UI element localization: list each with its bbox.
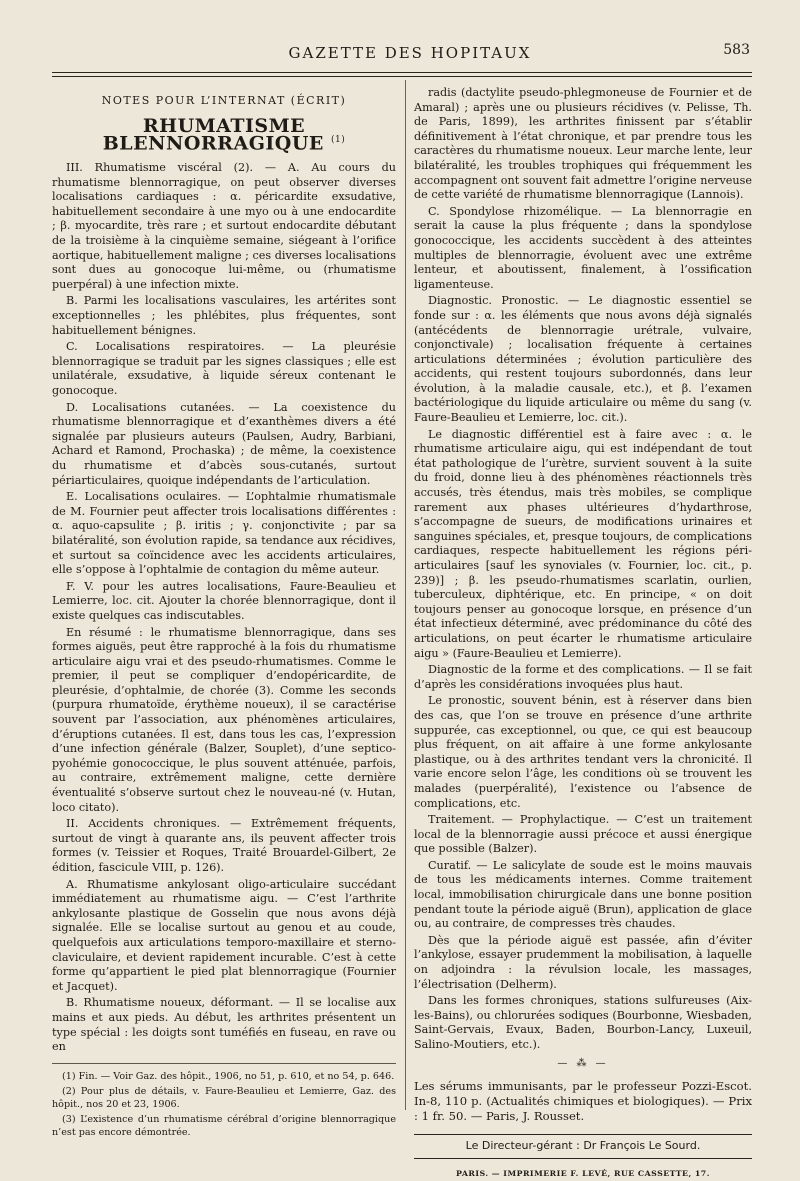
paragraph: Le diagnostic différentiel est à faire avec : α. le rhumatisme articulaire aigu, qui est indépendant de tout état pathologique de l’urètre, survient souvent à la suite du froid, donne lieu à des phénomènes réactionnels très accusés, très étendus, mais très mobiles, se complique rarement aux phases ultérieures d’hydarthrose, s’accompagne de sueurs, de modifications urinaires et sanguines spéciales, et, presque toujours, de complications cardiaques, respecte habituellement les régions péri-articulaires [sauf les synoviales (v. Fournier, loc. cit., p. 239)] ; β. les pseudo-rhumatismes scarlatin, ourlien, tuberculeux, diphtérique, etc. En principe, « on doit toujours penser au gonocoque lorsque, en présence d’un état infectieux déterminé, avec prédominance du côté des articulations, on peut écarter le rhumatisme articulaire aigu » (Faure-Beaulieu et Lemierre). — [414, 427, 752, 660]
right-column — [414, 86, 752, 1181]
page-number: 583 — [723, 42, 750, 58]
footnote: (3) L’existence d’un rhumatisme cérébral d’origine blennorragique n’est pas encore démontrée. — [52, 1113, 396, 1138]
column-separator — [405, 80, 406, 1110]
paragraph: E. Localisations oculaires. — L’ophtalmie rhumatismale de M. Fournier peut affecter trois localisations différentes : α. aquo-capsulite ; β. iritis ; γ. conjonctivite ; par sa bilatéralité, son évolution rapide, sa tendance aux récidives, et surtout sa coïncidence avec les accidents articulaires, elle s’oppose à l’ophtalmie de contagion du même auteur. — [52, 490, 396, 577]
article-title-text: RHUMATISME BLENNORRAGIQUE — [102, 114, 324, 155]
paragraph: Traitement. — Prophylactique. — C’est un traitement local de la blennorragie aussi précoce et aussi énergique que possible (Balzer). — [414, 813, 752, 856]
director-line: Le Directeur-gérant : Dr François Le Sourd. — [414, 1134, 752, 1159]
paragraph: C. Spondylose rhizomélique. — La blennorragie en serait la cause la plus fréquente ; dans la spondylose gonococcique, les accidents succèdent à des atteintes multiples de blennorragie, évoluent avec une extrême lenteur, et aboutissent, finalement, à l’ossification ligamenteuse. — [414, 204, 752, 291]
header-rule — [52, 72, 752, 73]
journal-title: GAZETTE DES HOPITAUX — [288, 44, 532, 62]
book-review: Les sérums immunisants, par le professeur Pozzi-Escot. In-8, 110 p. (Actualités chimiques et biologiques). — Prix : 1 fr. 50. — Paris, J. Rousset. — [414, 1079, 752, 1124]
paragraph: Dès que la période aiguë est passée, afin d’éviter l’ankylose, essayer prudemment la mobilisation, à laquelle on adjoindra : la révulsion locale, les massages, l’électrisation (Delherm). — [414, 933, 752, 991]
paragraph: radis (dactylite pseudo-phlegmoneuse de Fournier et de Amaral) ; après une ou plusieurs récidives (v. Pelisse, Th. de Paris, 1899), les arthrites finissent par s’établir définitivement à l’état chronique, et par prendre tous les caractères du rhumatisme noueux. Leur marche lente, leur bilatéralité, les troubles trophiques qui fréquemment les accompagnent ont souvent fait admettre l’origine nerveuse de cette variété de rhumatisme blennorragique (Lannois). — [414, 86, 752, 202]
paragraph: Curatif. — Le salicylate de soude est le moins mauvais de tous les médicaments internes. Comme traitement local, immobilisation chirurgicale dans une bonne position pendant toute la période aiguë (Brun), application de glace ou, au contraire, de compresses très chaudes. — [414, 858, 752, 931]
section-heading: NOTES POUR L’INTERNAT (ÉCRIT) — [101, 94, 347, 107]
left-column — [52, 86, 396, 1141]
title-footnote-marker: (1) — [331, 135, 346, 146]
paragraph: Diagnostic. Pronostic. — Le diagnostic essentiel se fonde sur : α. les éléments que nous avons déjà signalés (antécédents de blennorragie urétrale, vulvaire, conjonctivale) ; localisation fréquente à certaines articulations déterminées ; évolution particulière des accidents, qui restent toujours subordonnés, dans leur évolution, à la maladie causale, etc.), et β. l’examen bactériologique du liquide articulaire ou même du sang (v. Faure-Beaulieu et Lemierre, loc. cit.). — [414, 294, 752, 425]
paragraph: F. V. pour les autres localisations, Faure-Beaulieu et Lemierre, loc. cit. Ajouter la chorée blennorragique, dont il existe quelques cas indiscutables. — [52, 579, 396, 622]
paragraph: D. Localisations cutanées. — La coexistence du rhumatisme blennorragique et d’exanthèmes divers a été signalée par plusieurs auteurs (Paulsen, Audry, Barbiani, Achard et Ramond, Prochaska) ; de même, la coexistence du rhumatisme et d’abcès sous-cutanés, surtout périarticulaires, quoique indépendants de l’articulation. — [52, 400, 396, 487]
article-title — [52, 114, 396, 155]
paragraph: En résumé : le rhumatisme blennorragique, dans ses formes aiguës, peut être rapproché à la fois du rhumatisme articulaire aigu vrai et des pseudo-rhumatismes. Comme le premier, il peut se compliquer d’endopéricardite, de pleurésie, d’ophtalmie, de chorée (3). Comme les seconds (purpura rhumatoïde, érythème noueux), il se caractérise souvent par l’association, aux phénomènes articulaires, d’éruptions cutanées. Il est, dans tous les cas, l’expression d’une infection générale (Balzer, Souplet), d’une septico-pyohémie gonococcique, le plus souvent atténuée, parfois, au contraire, extrêmement maligne, cette dernière éventualité s’observe surtout chez le nouveau-né (v. Hutan, loco citato). — [52, 625, 396, 814]
page-header — [70, 40, 750, 70]
paragraph: III. Rhumatisme viscéral (2). — A. Au cours du rhumatisme blennorragique, on peut observer diverses localisations cardiaques : α. péricardite exsudative, habituellement secondaire à une myo ou à une endocardite ; β. myocardite, très rare ; et surtout endocardite débutant de la troisième à la cinquième semaine, siégeant à l’orifice aortique, habituellement maligne ; ces diverses localisations sont dues au gonocoque lui-même, ou (rhumatisme puerpéral) à une infection mixte. — [52, 161, 396, 291]
paragraph: A. Rhumatisme ankylosant oligo-articulaire succédant immédiatement au rhumatisme aigu. — C’est l’arthrite ankylosante plastique de Gosselin que nous avons déjà signalée. Elle se localise surtout au genou et au coude, quelquefois aux articulations temporo-maxillaire et sterno-claviculaire, et devient rapidement incurable. C’est à cette forme qu’appartient le pied plat blennorragique (Fournier et Jacquet). — [52, 877, 396, 993]
paragraph: Dans les formes chroniques, stations sulfureuses (Aix-les-Bains), ou chlorurées sodiques (Bourbonne, Wiesbaden, Saint-Gervais, Evaux, Baden, Bourbon-Lancy, Luxeuil, Salino-Moutiers, etc.). — [414, 994, 752, 1051]
paragraph: Diagnostic de la forme et des complications. — Il se fait d’après les considérations invoquées plus haut. — [414, 663, 752, 691]
paragraph: II. Accidents chroniques. — Extrêmement fréquents, surtout de vingt à quarante ans, ils peuvent affecter trois formes (v. Teissier et Roques, Traité Brouardel-Gilbert, 2e édition, fascicule VIII, p. 126). — [52, 817, 396, 875]
ornament-divider: — ⁂ — — [557, 1057, 609, 1069]
footnote: (2) Pour plus de détails, v. Faure-Beaulieu et Lemierre, Gaz. des hôpit., nos 20 et 23, 1906. — [52, 1085, 396, 1110]
printer-line: PARIS. — IMPRIMERIE F. LEVÉ, RUE CASSETTE, 17. — [456, 1168, 710, 1178]
paragraph: Le pronostic, souvent bénin, est à réserver dans bien des cas, que l’on se trouve en présence d’une arthrite suppurée, cas exceptionnel, ou que, ce qui est beaucoup plus fréquent, on ait affaire à une forme ankylosante plastique, ou à des arthrites tendant vers la chronicité. Il varie encore selon l’âge, les conditions où se trouvent les malades (puerpéralité), l’existence ou l’absence de complications, etc. — [414, 694, 752, 810]
paragraph: C. Localisations respiratoires. — La pleurésie blennorragique se traduit par les signes classiques ; elle est unilatérale, exsudative, à liquide séreux contenant le gonocoque. — [52, 340, 396, 398]
paragraph: B. Rhumatisme noueux, déformant. — Il se localise aux mains et aux pieds. Au début, les arthrites présentent un type spécial : les doigts sont tuméfiés en fuseau, en rave ou en — [52, 996, 396, 1054]
footnotes — [52, 1063, 396, 1139]
header-rule-2 — [52, 76, 752, 77]
footnote: (1) Fin. — Voir Gaz. des hôpit., 1906, no 51, p. 610, et no 54, p. 646. — [62, 1070, 395, 1082]
paragraph: B. Parmi les localisations vasculaires, les artérites sont exceptionnelles ; les phlébites, plus fréquentes, sont habituellement bénignes. — [52, 294, 396, 337]
